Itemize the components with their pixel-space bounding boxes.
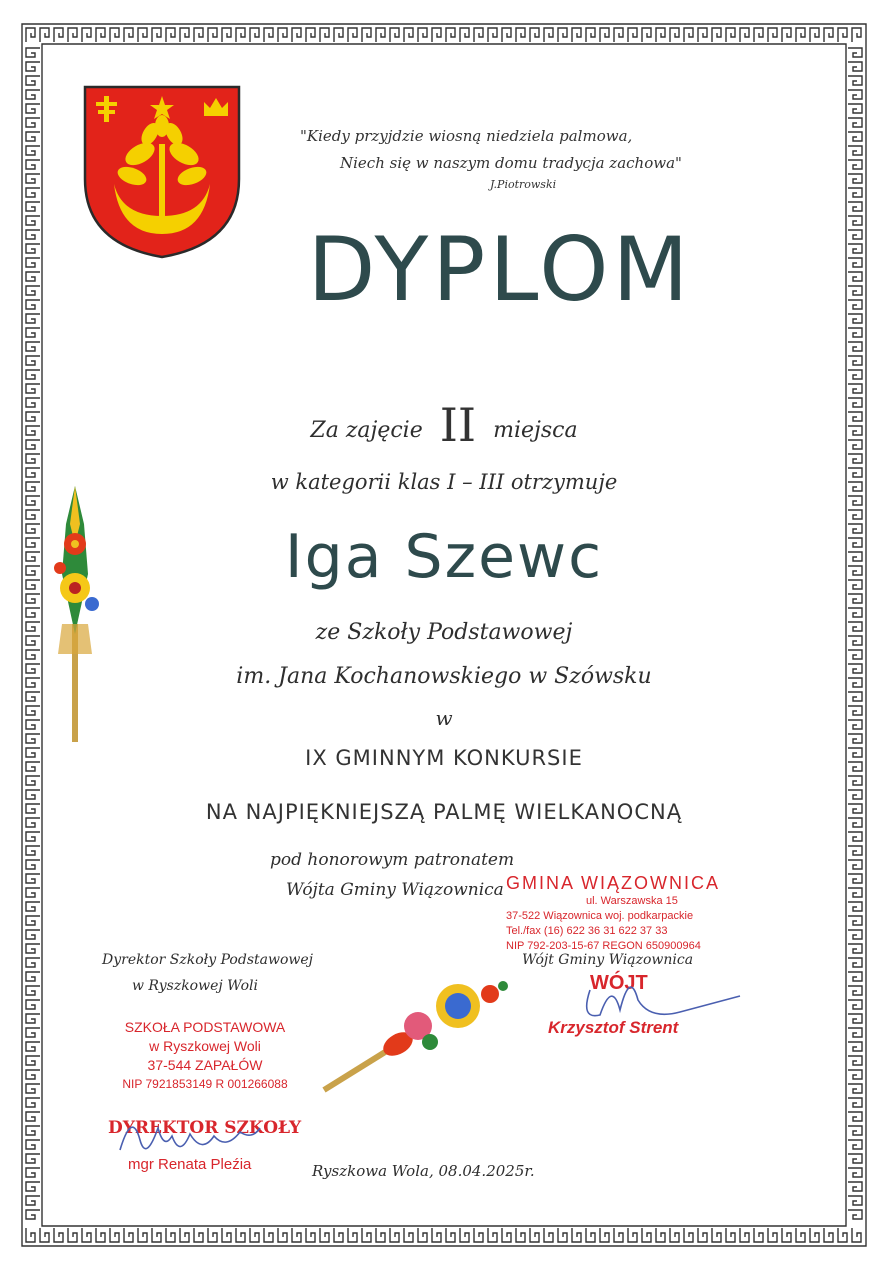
director-name-stamp: mgr Renata Pleźia	[128, 1156, 252, 1173]
quote-line-1: "Kiedy przyjdzie wiosną niedziela palmowa,	[300, 127, 633, 145]
school-stamp-line-4: NIP 7921853149 R 001266088	[122, 1077, 288, 1091]
wojt-signature	[560, 960, 750, 1040]
award-place: II	[439, 398, 477, 452]
palm-diagonal-illustration	[318, 972, 528, 1098]
quote-line-2: Niech się w naszym domu tradycja zachowa"	[340, 154, 682, 172]
right-title: Wójt Gminy Wiązownica	[522, 952, 694, 968]
contest-line-1: IX GMINNYM KONKURSIE	[305, 746, 583, 770]
diploma-title: DYPLOM	[307, 218, 693, 321]
award-line	[0, 398, 888, 452]
recipient-school-1: ze Szkoły Podstawowej	[315, 620, 573, 645]
patronage-line-1: pod honorowym patronatem	[270, 850, 515, 870]
award-category: w kategorii klas I – III otrzymuje	[270, 470, 618, 494]
gmina-stamp-line-1: GMINA WIĄZOWNICA	[506, 873, 720, 893]
wojt-name-stamp: Krzysztof Strent	[548, 1018, 679, 1037]
gmina-stamp-line-2: ul. Warszawska 15	[586, 895, 678, 907]
recipient-school-2: im. Jana Kochanowskiego w Szówsku	[236, 664, 652, 689]
gmina-stamp-line-4: Tel./fax (16) 622 36 31 622 37 33	[506, 925, 668, 937]
left-title-2: w Ryszkowej Woli	[132, 978, 258, 994]
recipient-name: Iga Szewc	[284, 522, 604, 592]
director-role-stamp: DYREKTOR SZKOŁY	[108, 1118, 302, 1138]
school-stamp-line-3: 37-544 ZAPAŁÓW	[147, 1057, 263, 1073]
school-stamp-line-1: SZKOŁA PODSTAWOWA	[124, 1019, 286, 1035]
coat-of-arms	[82, 84, 242, 260]
director-signature	[110, 1110, 280, 1170]
contest-line-2: NA NAJPIĘKNIEJSZĄ PALMĘ WIELKANOCNĄ	[205, 800, 683, 824]
award-suffix: miejsca	[493, 418, 578, 443]
school-stamp-line-2: w Ryszkowej Woli	[149, 1038, 261, 1054]
left-title-1: Dyrektor Szkoły Podstawowej	[102, 952, 313, 968]
school-stamp	[100, 1018, 310, 1094]
palm-vertical-illustration	[52, 484, 122, 746]
gmina-stamp-line-5: NIP 792-203-15-67 REGON 650900964	[506, 940, 701, 952]
patronage-line-2: Wójta Gminy Wiązownica	[286, 880, 504, 900]
contest-conj: w	[435, 706, 453, 730]
wojt-role-stamp: WÓJT	[590, 972, 648, 994]
quote-author: J.Piotrowski	[490, 178, 557, 191]
place-date: Ryszkowa Wola, 08.04.2025r.	[312, 1162, 535, 1180]
award-prefix: Za zajęcie	[310, 418, 423, 443]
gmina-stamp-line-3: 37-522 Wiązownica woj. podkarpackie	[506, 910, 694, 922]
gmina-stamp	[506, 872, 766, 954]
